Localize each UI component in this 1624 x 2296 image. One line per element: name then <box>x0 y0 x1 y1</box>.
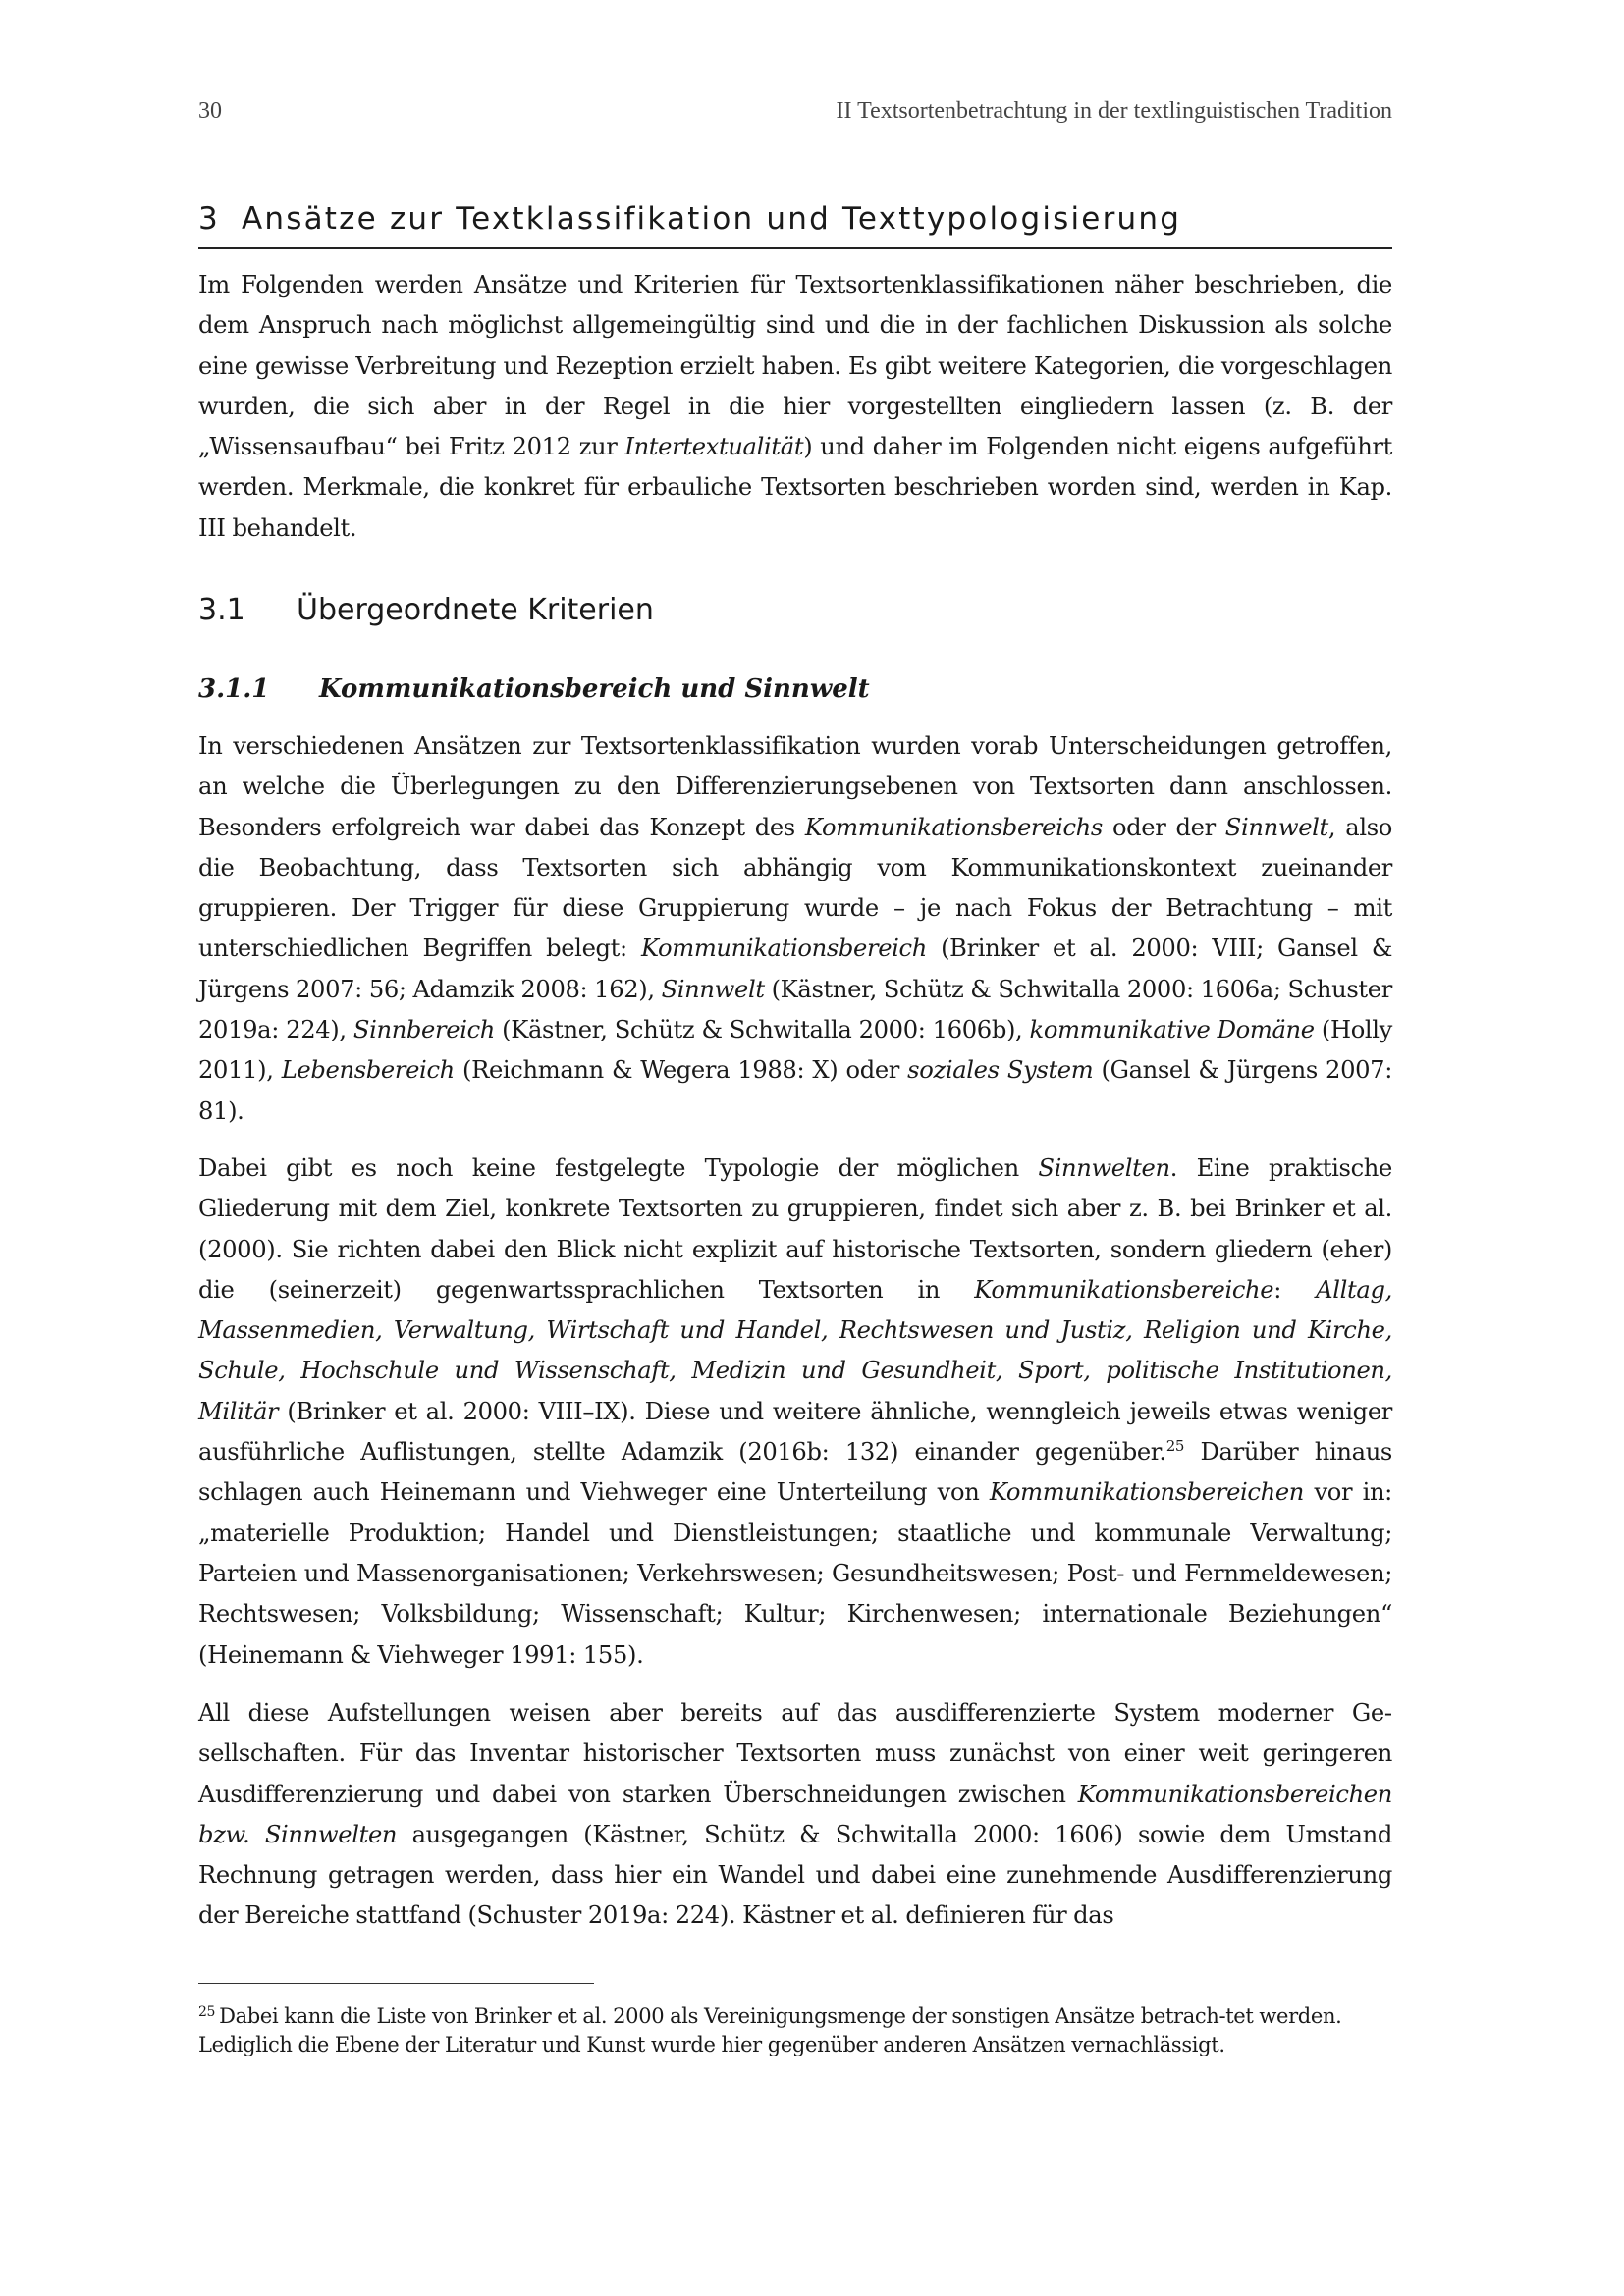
running-head <box>198 98 1392 132</box>
footnote-reference: 25 <box>1165 1437 1185 1456</box>
running-title: II Textsortenbetrachtung in der textlinguistischen Tradition <box>836 98 1392 124</box>
subsection-title: Kommunikationsbereich und Sinnwelt <box>319 674 870 704</box>
section-heading <box>198 591 1392 630</box>
footnote-separator <box>198 1983 594 1984</box>
page-number: 30 <box>198 98 222 124</box>
body-paragraph-2-text: Dabei gibt es noch keine festgelegte Typologie der möglichen Sinnwelten. Eine praktische Gliederung mit dem Ziel, konkrete Textsorten zu gruppieren, findet sich aber z. B. bei Brinker et al. (2000). Sie richten dabei den Blick nicht explizit auf historische Textsorten, sondern gliedern (eher) die (seinerzeit) gegenwartssprachlichen Textsorten in Kommunikationsbereiche: Alltag, Massenmedien, Verwaltung, Wirtschaft und Handel, Rechtswesen und Justiz, Religion und Kirche, Schule, Hochschule und Wissenschaft, Medizin und Gesundheit, Sport, politische Institutionen, Militär (Brinker et al. 2000: VIII–IX). Diese und weitere ähnliche, wenngleich jeweils etwas weniger ausführliche Auflistungen, stellte Adamzik (2016b: 132) einander gegenüber.$^{25}$ Darüber hinaus schlagen auch Heinemann und Viehweger eine Unterteilung von Kommunikationsbereichen vor in: „materielle Produktion; Handel und Dienstleistungen; staatliche und kommunale Verwaltung; Parteien und Massenorganisationen; Verkehrswesen; Gesundheitswesen; Post- und Fernmeldewesen; Rechtswesen; Volksbildung; Wissenschaft; Kultur; Kirchenwesen; internationale Beziehungen“ (Heinemann & Viehweger 1991: 155). <box>198 1154 1392 1669</box>
body-paragraph-1 <box>198 726 1392 1132</box>
footnote-25 <box>198 2002 1392 2059</box>
body-paragraph-1-text: In verschiedenen Ansätzen zur Textsortenklassifikation wurden vorab Unterscheidungen getroffen, an welche die Überlegungen zu den Differenzierungsebenen von Textsorten dann anschlossen. Besonders erfolgreich war dabei das Konzept des Kommunikationsbereichs oder der Sinnwelt, also die Beobachtung, dass Textsorten sich abhängig vom Kommunikationskontext zueinander gruppieren. Der Trigger für diese Gruppierung wurde – je nach Fokus der Betrachtung – mit unterschiedlichen Begriffen belegt: Kommunikationsbereich (Brinker et al. 2000: VIII; Gansel & Jürgens 2007: 56; Adamzik 2008: 162), Sinnwelt (Kästner, Schütz & Schwitalla 2000: 1606a; Schuster 2019a: 224), Sinnbereich (Kästner, Schütz & Schwitalla 2000: 1606b), kommunikative Domäne (Holly 2011), Lebensbereich (Reichmann & Wegera 1988: X) oder soziales System (Gansel & Jürgens 2007: 81). <box>198 732 1393 1125</box>
subsection-heading <box>198 671 1392 707</box>
body-paragraph-3 <box>198 1693 1392 1937</box>
footnote-text: Dabei kann die Liste von Brinker et al. 2000 als Vereinigungsmenge der sonstigen Ansätze betrach-tet werden. Lediglich die Ebene der Literatur und Kunst wurde hier gegenüber anderen Ansätzen vernachlässigt. <box>198 2004 1342 2056</box>
section-title: Übergeordnete Kriterien <box>297 593 654 627</box>
chapter-title: Ansätze zur Textklassifikation und Texttypologisierung <box>242 201 1182 237</box>
body-paragraph-2 <box>198 1148 1392 1676</box>
subsection-number: 3.1.1 <box>198 674 270 704</box>
chapter-heading <box>198 198 1392 249</box>
chapter-number: 3 <box>198 201 220 237</box>
footnote-number: 25 <box>198 2004 216 2020</box>
intro-paragraph <box>198 265 1392 549</box>
body-paragraph-3-text: All diese Aufstellungen weisen aber bereits auf das ausdifferenzierte System moderner Gesellschaften. Für das Inventar historischer Textsorten muss zunächst von einer weit geringeren Ausdifferenzierung und dabei von starken Überschneidungen zwischen Kommunikationsbereichen bzw. Sinnwelten ausgegangen (Kästner, Schütz & Schwitalla 2000: 1606) sowie dem Umstand Rechnung getragen werden, dass hier ein Wandel und dabei eine zunehmende Ausdifferenzierung der Bereiche stattfand (Schuster 2019a: 224). Kästner et al. definieren für das <box>198 1699 1392 1930</box>
section-number: 3.1 <box>198 593 245 627</box>
intro-paragraph-text: Im Folgenden werden Ansätze und Kriterien für Textsortenklassifikationen näher beschrieben, die dem Anspruch nach möglichst allgemeingültig sind und die in der fachlichen Diskussion als solche eine gewisse Verbreitung und Rezeption erzielt haben. Es gibt weitere Kategorien, die vorgeschlagen wurden, die sich aber in der Regel in die hier vorgestellten eingliedern lassen (z. B. der „Wissensaufbau“ bei Fritz 2012 zur Intertextualität) und daher im Folgenden nicht eigens aufgeführt werden. Merkmale, die konkret für erbauliche Textsorten beschrieben worden sind, werden in Kap. III behandelt. <box>198 271 1393 542</box>
